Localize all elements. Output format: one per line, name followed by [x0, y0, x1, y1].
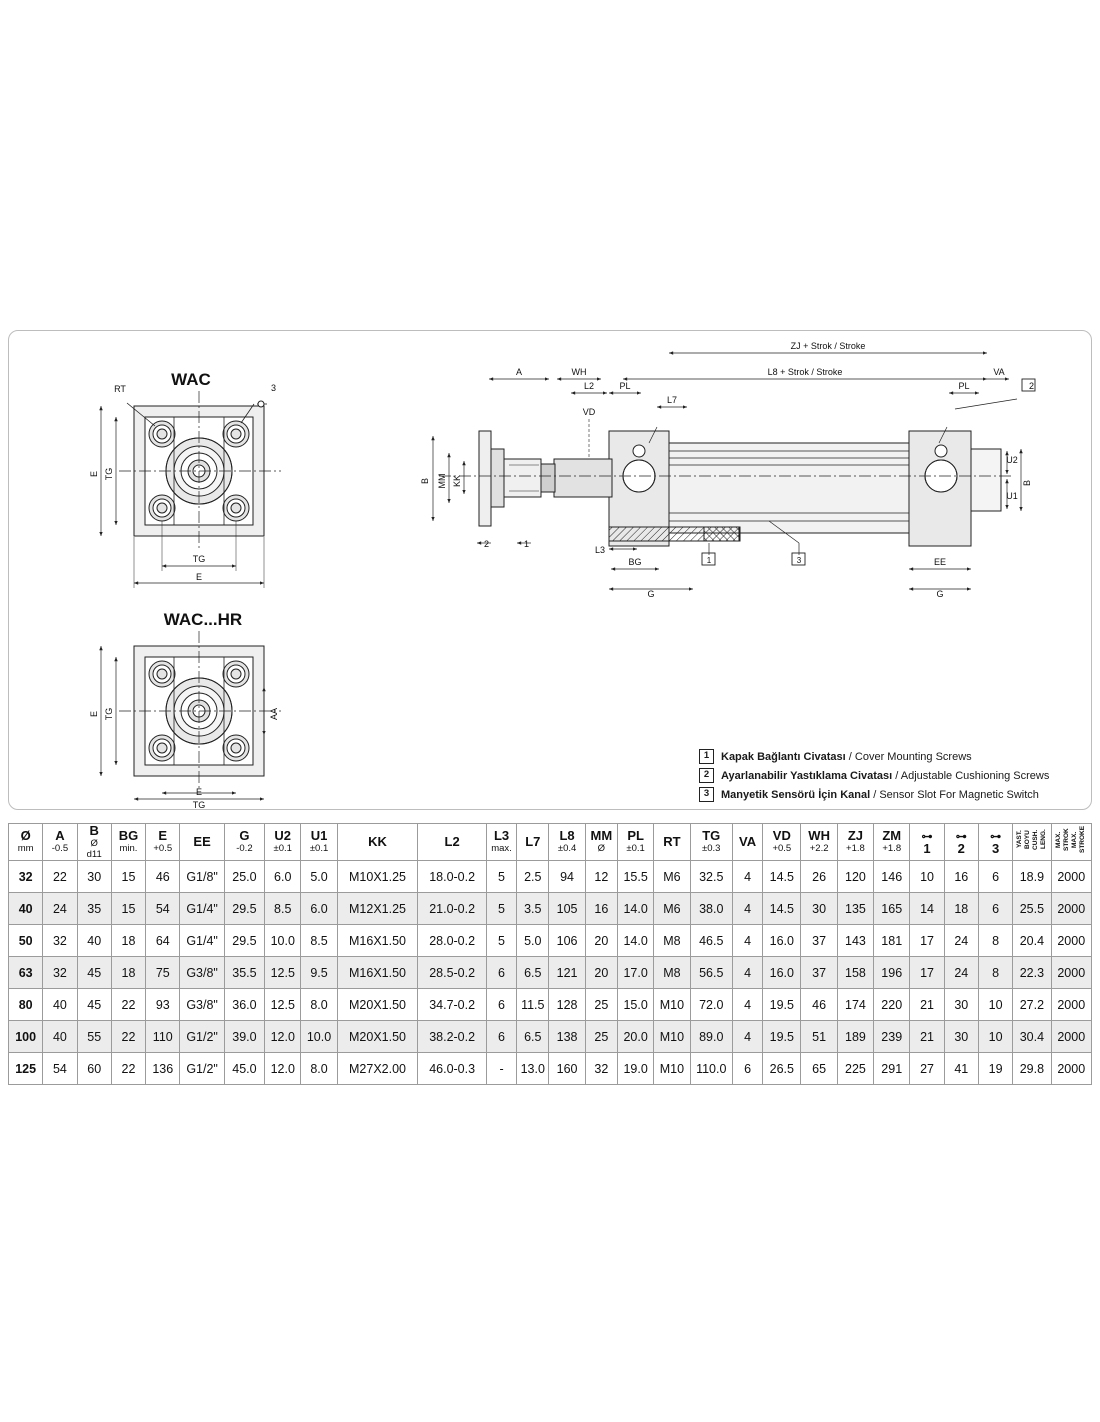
th-max-stroke: MAX. STROK MAX. STROKE: [1051, 824, 1091, 861]
table-cell: 22: [111, 1053, 145, 1085]
label-l3: L3: [594, 545, 606, 555]
legend-number-3: 3: [699, 787, 714, 802]
table-cell-diameter: 125: [9, 1053, 43, 1085]
drawing-title-wac: WAC: [171, 370, 211, 389]
table-cell: 2000: [1051, 893, 1091, 925]
label-pl: PL: [619, 381, 631, 391]
table-cell: 15: [111, 893, 145, 925]
label-wh: WH: [571, 367, 587, 377]
table-cell: 5: [486, 925, 516, 957]
label-3-top: 3: [271, 383, 277, 393]
label-vd: VD: [582, 407, 596, 417]
table-cell: 55: [77, 1021, 111, 1053]
table-cell: 14.5: [763, 861, 801, 893]
table-cell: 64: [146, 925, 180, 957]
table-cell: 138: [549, 1021, 585, 1053]
table-cell: 15: [111, 861, 145, 893]
th-clamp-2: ⊶ 2: [944, 824, 978, 861]
table-row: [9, 1021, 1092, 1053]
th-a: A -0.5: [43, 824, 77, 861]
table-cell: M6: [654, 861, 690, 893]
table-cell: 2000: [1051, 1021, 1091, 1053]
table-cell: 45.0: [224, 1053, 264, 1085]
table-cell: 60: [77, 1053, 111, 1085]
table-cell: 6.0: [301, 893, 337, 925]
table-row: [9, 1053, 1092, 1085]
table-cell: 181: [874, 925, 910, 957]
table-cell: 8.5: [265, 893, 301, 925]
table-row: [9, 957, 1092, 989]
table-cell: 16.0: [763, 925, 801, 957]
table-header-row: [9, 824, 1092, 861]
table-cell-diameter: 80: [9, 989, 43, 1021]
table-cell: 14.0: [617, 925, 653, 957]
table-cell: 35: [77, 893, 111, 925]
table-cell: 5.0: [517, 925, 549, 957]
table-cell: 8.0: [301, 989, 337, 1021]
table-cell: 29.5: [224, 893, 264, 925]
table-cell: 5: [486, 893, 516, 925]
table-cell: 24: [944, 957, 978, 989]
table-cell: G1/2": [180, 1021, 224, 1053]
table-cell: 25.0: [224, 861, 264, 893]
th-bg: BG min.: [111, 824, 145, 861]
table-cell: 2000: [1051, 861, 1091, 893]
table-cell: 40: [77, 925, 111, 957]
legend-item: [699, 749, 1079, 764]
table-cell: 38.0: [690, 893, 732, 925]
table-cell: 6: [978, 893, 1012, 925]
drawing-title-wac-hr: WAC...HR: [163, 610, 243, 629]
table-cell: 158: [837, 957, 873, 989]
legend-text-en-1: Cover Mounting Screws: [854, 750, 972, 763]
table-cell: 8: [978, 925, 1012, 957]
table-cell: M10: [654, 1053, 690, 1085]
table-cell: M20X1.50: [337, 989, 418, 1021]
table-cell-diameter: 50: [9, 925, 43, 957]
label-pl-2: PL: [958, 381, 970, 391]
label-zj-stroke: ZJ + Strok / Stroke: [790, 341, 866, 351]
table-cell-diameter: 100: [9, 1021, 43, 1053]
label-a: A: [515, 367, 523, 377]
table-cell: 120: [837, 861, 873, 893]
table-cell: 2000: [1051, 957, 1091, 989]
table-cell: 3.5: [517, 893, 549, 925]
table-cell: 56.5: [690, 957, 732, 989]
clamp-icon: ⊶: [990, 830, 1002, 843]
label-2-right: 2: [1029, 381, 1035, 391]
table-cell: 10: [910, 861, 944, 893]
table-cell: 174: [837, 989, 873, 1021]
table-cell: 41: [944, 1053, 978, 1085]
table-cell: 18.0-0.2: [418, 861, 487, 893]
th-zm: ZM +1.8: [874, 824, 910, 861]
table-cell: 4: [732, 989, 762, 1021]
th-l7: L7: [517, 824, 549, 861]
label-u2: U2: [1006, 455, 1018, 465]
table-cell: 110: [146, 1021, 180, 1053]
table-cell: 45: [77, 957, 111, 989]
table-cell-diameter: 32: [9, 861, 43, 893]
label-2-left: 2: [484, 539, 490, 549]
table-cell: 14.5: [763, 893, 801, 925]
table-cell: 26.5: [763, 1053, 801, 1085]
label-mm: MM: [437, 473, 447, 489]
label-bg: BG: [628, 557, 642, 567]
table-cell: 75: [146, 957, 180, 989]
table-cell: 30.4: [1013, 1021, 1051, 1053]
table-cell: -: [486, 1053, 516, 1085]
th-clamp-3: ⊶ 3: [978, 824, 1012, 861]
table-cell: 2000: [1051, 989, 1091, 1021]
table-cell: 12.5: [265, 989, 301, 1021]
table-cell: 18: [944, 893, 978, 925]
table-cell: 239: [874, 1021, 910, 1053]
table-cell: 40: [43, 1021, 77, 1053]
table-cell: 291: [874, 1053, 910, 1085]
table-cell: 25: [585, 1021, 617, 1053]
table-cell: 65: [801, 1053, 837, 1085]
table-cell: 28.0-0.2: [418, 925, 487, 957]
table-cell: 5.0: [301, 861, 337, 893]
table-cell: 27: [910, 1053, 944, 1085]
table-cell: 16.0: [763, 957, 801, 989]
table-cell: 22: [111, 1021, 145, 1053]
table-cell: 6: [486, 957, 516, 989]
table-cell: 38.2-0.2: [418, 1021, 487, 1053]
table-cell: 8: [978, 957, 1012, 989]
table-cell: 136: [146, 1053, 180, 1085]
table-cell: 32: [43, 957, 77, 989]
th-mm: MM Ø: [585, 824, 617, 861]
label-1-bottom: 1: [706, 556, 712, 565]
table-cell: 135: [837, 893, 873, 925]
table-cell: 225: [837, 1053, 873, 1085]
th-cushion-length: YAST. BOYU CUSH. LENG.: [1013, 824, 1051, 861]
label-b-right: B: [1022, 479, 1032, 487]
drawing-panel: [8, 330, 1092, 810]
table-cell: G3/8": [180, 989, 224, 1021]
legend-text-en-3: Sensor Slot For Magnetic Switch: [879, 788, 1039, 801]
table-body: [9, 861, 1092, 1085]
th-rt: RT: [654, 824, 690, 861]
th-l2: L2: [418, 824, 487, 861]
table-cell: 13.0: [517, 1053, 549, 1085]
table-cell: 20.0: [617, 1021, 653, 1053]
legend-text-2: Ayarlanabilir Yastıklama Civatası / Adjustable Cushioning Screws: [721, 769, 1050, 782]
table-cell: 6: [978, 861, 1012, 893]
table-cell: 29.8: [1013, 1053, 1051, 1085]
table-cell: 18.9: [1013, 861, 1051, 893]
table-cell: 2000: [1051, 1053, 1091, 1085]
label-tg-bottom-top: TG: [192, 554, 206, 564]
table-cell: 110.0: [690, 1053, 732, 1085]
label-tg-bottom-bottom: TG: [192, 800, 206, 810]
table-cell: 18: [111, 957, 145, 989]
table-cell: 196: [874, 957, 910, 989]
table-cell: 4: [732, 1021, 762, 1053]
table-cell: 24: [43, 893, 77, 925]
table-cell: 28.5-0.2: [418, 957, 487, 989]
legend-text-1: Kapak Bağlantı Civatası / Cover Mounting Screws: [721, 750, 972, 763]
table-cell: 6.0: [265, 861, 301, 893]
th-e: E +0.5: [146, 824, 180, 861]
label-e-bottom-top: E: [195, 572, 203, 582]
table-cell: 10.0: [265, 925, 301, 957]
table-cell: 4: [732, 925, 762, 957]
table-cell: 46.5: [690, 925, 732, 957]
th-wh: WH +2.2: [801, 824, 837, 861]
table-cell: 15.0: [617, 989, 653, 1021]
table-cell: 46.0-0.3: [418, 1053, 487, 1085]
table-cell: 32: [43, 925, 77, 957]
table-cell: M10: [654, 989, 690, 1021]
table-cell: M20X1.50: [337, 1021, 418, 1053]
table-cell: 40: [43, 989, 77, 1021]
table-cell: 4: [732, 861, 762, 893]
table-cell: 12.5: [265, 957, 301, 989]
label-l7: L7: [666, 395, 678, 405]
table-cell: 165: [874, 893, 910, 925]
table-cell: 34.7-0.2: [418, 989, 487, 1021]
table-cell: 143: [837, 925, 873, 957]
table-cell: 22.3: [1013, 957, 1051, 989]
label-va: VA: [993, 367, 1005, 377]
table-cell: 6.5: [517, 957, 549, 989]
th-vd: VD +0.5: [763, 824, 801, 861]
table-cell: 17: [910, 925, 944, 957]
th-va: VA: [732, 824, 762, 861]
table-cell: 10: [978, 1021, 1012, 1053]
table-row: [9, 925, 1092, 957]
table-cell: 37: [801, 957, 837, 989]
table-cell: 14.0: [617, 893, 653, 925]
label-1-left: 1: [524, 539, 530, 549]
label-tg-left-top: TG: [104, 467, 114, 481]
table-cell: 21: [910, 989, 944, 1021]
clamp-icon: ⊶: [921, 830, 933, 843]
table-cell: 17: [910, 957, 944, 989]
table-cell: 21.0-0.2: [418, 893, 487, 925]
legend-item: [699, 787, 1079, 802]
dimensions-table: [8, 823, 1092, 1085]
label-l8-stroke: L8 + Strok / Stroke: [767, 367, 843, 377]
table-cell: 45: [77, 989, 111, 1021]
table-cell: 36.0: [224, 989, 264, 1021]
label-ee: EE: [933, 557, 947, 567]
th-diameter: Ø mm: [9, 824, 43, 861]
table-cell: 128: [549, 989, 585, 1021]
table-cell: G1/4": [180, 893, 224, 925]
drawing-legend: [699, 749, 1079, 806]
table-cell: M8: [654, 957, 690, 989]
table-cell: M27X2.00: [337, 1053, 418, 1085]
table-cell: M6: [654, 893, 690, 925]
table-cell: 51: [801, 1021, 837, 1053]
th-pl: PL ±0.1: [617, 824, 653, 861]
table-cell: 17.0: [617, 957, 653, 989]
th-tg: TG ±0.3: [690, 824, 732, 861]
th-clamp-1: ⊶ 1: [910, 824, 944, 861]
table-cell: 5: [486, 861, 516, 893]
th-g: G -0.2: [224, 824, 264, 861]
table-cell: 12: [585, 861, 617, 893]
th-zj: ZJ +1.8: [837, 824, 873, 861]
legend-item: [699, 768, 1079, 783]
table-cell: 15.5: [617, 861, 653, 893]
table-cell: 12.0: [265, 1053, 301, 1085]
label-rt: RT: [114, 384, 126, 394]
table-cell: 2.5: [517, 861, 549, 893]
label-kk: KK: [452, 474, 462, 488]
table-cell: M12X1.25: [337, 893, 418, 925]
table-cell: M16X1.50: [337, 925, 418, 957]
table-cell: 6: [732, 1053, 762, 1085]
table-cell: 32: [585, 1053, 617, 1085]
th-ee: EE: [180, 824, 224, 861]
table-cell: 105: [549, 893, 585, 925]
label-g-2: G: [936, 589, 944, 599]
table-cell: 46: [801, 989, 837, 1021]
table-cell: 220: [874, 989, 910, 1021]
table-cell: 20: [585, 957, 617, 989]
table-cell: 16: [944, 861, 978, 893]
table-cell: 35.5: [224, 957, 264, 989]
table-cell: 4: [732, 957, 762, 989]
legend-text-tr-2: Ayarlanabilir Yastıklama Civatası: [721, 769, 893, 782]
th-u2: U2 ±0.1: [265, 824, 301, 861]
table-cell: 32.5: [690, 861, 732, 893]
table-cell: 27.2: [1013, 989, 1051, 1021]
legend-text-en-2: Adjustable Cushioning Screws: [900, 769, 1050, 782]
th-b: B Ø d11: [77, 824, 111, 861]
table-cell: 25: [585, 989, 617, 1021]
table-cell: 8.5: [301, 925, 337, 957]
table-cell: 6.5: [517, 1021, 549, 1053]
th-kk: KK: [337, 824, 418, 861]
technical-drawing: [9, 331, 1093, 811]
legend-number-2: 2: [699, 768, 714, 783]
legend-text-tr-1: Kapak Bağlantı Civatası: [721, 750, 846, 763]
table-cell: 12.0: [265, 1021, 301, 1053]
table-cell: 19: [978, 1053, 1012, 1085]
table-cell: 30: [801, 893, 837, 925]
table-cell: 46: [146, 861, 180, 893]
label-l2: L2: [583, 381, 595, 391]
table-cell: 2000: [1051, 925, 1091, 957]
label-e-bottom-bottom: E: [195, 787, 203, 797]
table-cell: 20.4: [1013, 925, 1051, 957]
clamp-icon: ⊶: [955, 830, 967, 843]
table-cell: 22: [111, 989, 145, 1021]
label-tg-left-bottom: TG: [104, 707, 114, 721]
table-cell: G1/4": [180, 925, 224, 957]
label-b-left: B: [420, 477, 430, 485]
label-3-bottom: 3: [796, 556, 802, 565]
table-cell: 26: [801, 861, 837, 893]
th-l3: L3 max.: [486, 824, 516, 861]
table-cell: 25.5: [1013, 893, 1051, 925]
table-cell: 54: [43, 1053, 77, 1085]
table-cell: 11.5: [517, 989, 549, 1021]
table-cell: M16X1.50: [337, 957, 418, 989]
table-cell: 146: [874, 861, 910, 893]
label-u1: U1: [1006, 491, 1018, 501]
label-aa: AA: [269, 707, 279, 721]
table-cell: 30: [77, 861, 111, 893]
legend-text-3: Manyetik Sensörü İçin Kanal / Sensor Slot For Magnetic Switch: [721, 788, 1039, 801]
table-row: [9, 893, 1092, 925]
table-cell: 14: [910, 893, 944, 925]
table-cell: 22: [43, 861, 77, 893]
legend-number-1: 1: [699, 749, 714, 764]
table-cell: G3/8": [180, 957, 224, 989]
table-cell-diameter: 63: [9, 957, 43, 989]
table-cell: 37: [801, 925, 837, 957]
table-cell: 189: [837, 1021, 873, 1053]
table-cell: M10X1.25: [337, 861, 418, 893]
table-cell: 18: [111, 925, 145, 957]
table-cell: 160: [549, 1053, 585, 1085]
table-cell: 93: [146, 989, 180, 1021]
table-cell: 4: [732, 893, 762, 925]
table-cell: G1/2": [180, 1053, 224, 1085]
legend-text-tr-3: Manyetik Sensörü İçin Kanal: [721, 788, 871, 801]
table-cell: 10.0: [301, 1021, 337, 1053]
table-cell: 30: [944, 989, 978, 1021]
table-cell: 106: [549, 925, 585, 957]
table-cell: 94: [549, 861, 585, 893]
table-cell: 39.0: [224, 1021, 264, 1053]
table-row: [9, 861, 1092, 893]
table-cell: 30: [944, 1021, 978, 1053]
th-l8: L8 ±0.4: [549, 824, 585, 861]
table-cell: M8: [654, 925, 690, 957]
label-e-left-bottom: E: [89, 710, 99, 718]
table-cell: 89.0: [690, 1021, 732, 1053]
table-row: [9, 989, 1092, 1021]
table-cell-diameter: 40: [9, 893, 43, 925]
table-cell: G1/8": [180, 861, 224, 893]
table-cell: 6: [486, 989, 516, 1021]
table-cell: 20: [585, 925, 617, 957]
table-cell: 24: [944, 925, 978, 957]
table-cell: 19.5: [763, 1021, 801, 1053]
table-cell: 21: [910, 1021, 944, 1053]
label-e-left-top: E: [89, 470, 99, 478]
label-g: G: [647, 589, 655, 599]
table-cell: 72.0: [690, 989, 732, 1021]
table-cell: 6: [486, 1021, 516, 1053]
table-cell: 29.5: [224, 925, 264, 957]
table-cell: 8.0: [301, 1053, 337, 1085]
table-cell: 9.5: [301, 957, 337, 989]
table-cell: 16: [585, 893, 617, 925]
table-cell: 54: [146, 893, 180, 925]
th-u1: U1 ±0.1: [301, 824, 337, 861]
table-cell: M10: [654, 1021, 690, 1053]
table-cell: 19.5: [763, 989, 801, 1021]
table-cell: 121: [549, 957, 585, 989]
table-cell: 19.0: [617, 1053, 653, 1085]
table-cell: 10: [978, 989, 1012, 1021]
